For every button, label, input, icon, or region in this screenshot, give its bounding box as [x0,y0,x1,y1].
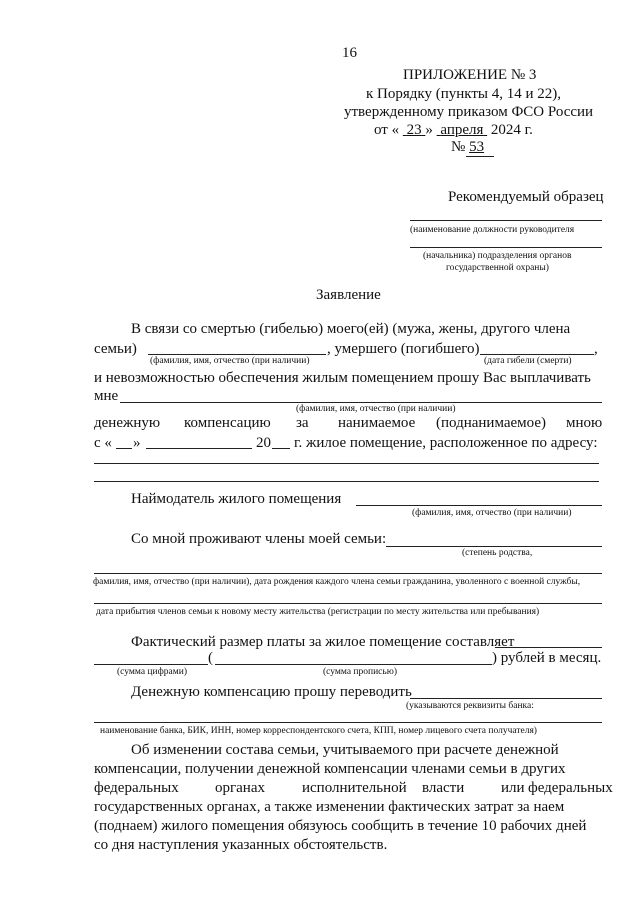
family-word: семьи) [94,341,137,357]
page-number: 16 [342,45,357,61]
addressee-hint-2b: государственной охраны) [446,263,549,273]
addressee-hint-2a: (начальника) подразделения органов [423,251,572,261]
final-line6: со дня наступления указанных обстоятельств. [94,837,388,853]
paren-open: ( [208,650,213,666]
appendix-title: ПРИЛОЖЕНИЕ № 3 [403,67,537,83]
mne-line[interactable] [120,402,602,403]
hint-kinship: (степень родства, [462,548,533,558]
hint-fio-2: (фамилия, имя, отчество (при наличии) [296,404,456,414]
address-line-1[interactable] [94,463,599,464]
appendix-order-ref: к Порядку (пункты 4, 14 и 22), [366,86,562,102]
p1-line3: и невозможностью обеспечения жилым помещением прошу Вас выплачивать [94,370,591,386]
hint-bank: (указываются реквизиты банка: [406,701,534,711]
date-year: 2024 г. [490,122,533,138]
hint-family-data: фамилия, имя, отчество (при наличии), дата рождения каждого члена семьи гражданина, уволенного с военной службы, [93,577,581,587]
year-prefix: 20 [256,435,271,451]
family-label: Со мной проживают члены моей семьи: [131,531,387,547]
transfer-line[interactable] [410,698,602,699]
final-line2: компенсации, получении денежной компенсации членами семьи в других [94,761,566,777]
hint-digits: (сумма цифрами) [117,667,187,677]
landlord-line[interactable] [356,505,602,506]
addressee-line-1[interactable] [410,220,602,221]
c-open: с « [94,435,112,451]
comma: , [594,341,598,357]
final-line1: Об изменении состава семьи, учитываемого при расчете денежной [131,742,559,758]
landlord-label: Наймодатель жилого помещения [131,491,342,507]
transfer-label: Денежную компенсацию прошу переводить [131,684,412,700]
p1-line1: В связи со смертью (гибелью) моего(ей) (мужа, жены, другого члена [131,321,571,337]
sum-words-line[interactable] [215,664,492,665]
final-line5: (поднаем) жилого помещения обязуюсь сообщить в течение 10 рабочих дней [94,818,587,834]
family-line[interactable] [386,546,602,547]
day-blank[interactable] [116,448,132,449]
hint-landlord: (фамилия, имя, отчество (при наличии) [412,508,572,518]
number-underline [466,156,494,157]
addressee-hint-1: (наименование должности руководителя [410,225,575,235]
address-text: г. жилое помещение, расположенное по адресу: [294,435,598,451]
final-word-5: или [501,780,525,796]
comp-word-5: (поднанимаемое) [436,415,546,431]
appendix-approval: утвержденному приказом ФСО России [344,104,594,120]
date-prefix: от « [374,122,400,138]
payment-line[interactable] [495,647,602,648]
addressee-line-2[interactable] [410,247,602,248]
hint-fio: (фамилия, имя, отчество (при наличии) [150,356,310,366]
final-word-4: власти [422,780,465,796]
comp-word-6: мною [566,415,603,431]
fio-line[interactable] [148,354,326,355]
deceased-label: , умершего (погибшего) [327,341,480,357]
month-blank[interactable] [146,448,252,449]
appendix-number: № 53 [451,139,485,155]
doc-title: Заявление [316,287,381,303]
final-word-1: федеральных [94,780,179,796]
comp-word-1: денежную [94,415,161,431]
year-blank[interactable] [272,448,290,449]
family-line-3[interactable] [94,603,602,604]
payment-label: Фактический размер платы за жилое помещение составляет [131,634,515,650]
bank-line[interactable] [94,722,602,723]
death-date-line[interactable] [480,354,594,355]
sample-label: Рекомендуемый образец [448,189,604,205]
hint-bank-details: наименование банка, БИК, ИНН, номер корреспондентского счета, КПП, номер лицевого счета получателя) [100,726,537,736]
hint-death-date: (дата гибели (смерти) [484,356,572,366]
appendix-date [374,123,533,138]
mne-label: мне [94,388,119,404]
date-day: 23 [406,122,422,138]
hint-arrival: дата прибытия членов семьи к новому месту жительства (регистрации по месту жительства или пребывания) [96,607,540,617]
date-month: апреля [440,122,484,138]
final-word-6: федеральных [528,780,613,796]
comp-word-4: нанимаемое [338,415,416,431]
final-line4: государственных органах, а также изменении фактических затрат за наем [94,799,565,815]
sum-digits-line[interactable] [94,664,208,665]
comp-word-3: за [296,415,309,431]
address-line-2[interactable] [94,481,599,482]
final-word-3: исполнительной [302,780,407,796]
final-word-2: органах [215,780,265,796]
hint-words: (сумма прописью) [323,667,397,677]
rubles-label: ) рублей в месяц. [492,650,602,666]
c-close: » [133,435,141,451]
date-mid: » [425,122,433,138]
family-line-2[interactable] [94,573,602,574]
comp-word-2: компенсацию [184,415,271,431]
